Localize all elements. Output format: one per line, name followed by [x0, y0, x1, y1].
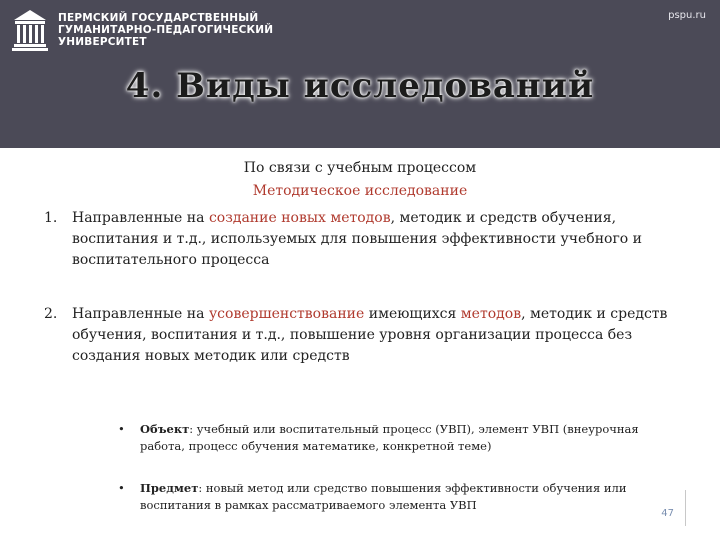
- site-link[interactable]: pspu.ru: [668, 10, 706, 21]
- university-name-line: УНИВЕРСИТЕТ: [58, 36, 147, 48]
- page-divider: [685, 490, 686, 526]
- bullet-item: [118, 421, 678, 455]
- item-highlight: методов: [460, 306, 522, 322]
- item-rest: , методик и средств обучения, воспитания и т.д., повышение уровня организации процесса без создания новых методик или средств: [72, 306, 668, 364]
- page-number: 47: [661, 508, 674, 519]
- bullet-item: [118, 480, 678, 514]
- university-name: [58, 12, 273, 48]
- bullet-body: : новый метод или средство повышения эффективности обучения или воспитания в рамках рассматриваемого элемента УВП: [140, 481, 627, 512]
- bullet-body: : учебный или воспитательный процесс (УВП), элемент УВП (внеурочная работа, процесс обучения математике, конкретной теме): [140, 422, 639, 453]
- bullet-label: Предмет: [140, 481, 199, 495]
- university-name-line: ПЕРМСКИЙ ГОСУДАРСТВЕННЫЙ: [58, 12, 259, 24]
- item-prefix: Направленные на: [72, 306, 209, 322]
- item-text: [72, 208, 684, 271]
- university-building-icon: [10, 8, 50, 54]
- list-item: [44, 304, 684, 367]
- item-rest: , методик и средств обучения, воспитания и т.д., используемых для повышения эффективности учебного и воспитательного процесса: [72, 210, 642, 268]
- list-item: [44, 208, 684, 271]
- category-heading: Методическое исследование: [252, 183, 468, 199]
- item-middle: имеющихся: [364, 306, 461, 322]
- item-prefix: Направленные на: [72, 210, 209, 226]
- bullet-text: [140, 480, 678, 514]
- item-text: [72, 304, 684, 367]
- header-bar: [0, 0, 720, 148]
- bullet-marker: •: [118, 481, 125, 495]
- slide-title: 4. Виды исследований: [125, 66, 595, 106]
- item-number: 1.: [44, 210, 58, 226]
- item-number: 2.: [44, 306, 58, 322]
- bullet-marker: •: [118, 422, 125, 436]
- slide-subtitle: По связи с учебным процессом: [243, 160, 477, 176]
- item-highlight: усовершенствование: [208, 306, 365, 322]
- item-highlight: создание новых методов: [208, 210, 391, 226]
- university-name-line: ГУМАНИТАРНО-ПЕДАГОГИЧЕСКИЙ: [58, 24, 274, 36]
- bullet-label: Объект: [140, 422, 190, 436]
- bullet-text: [140, 421, 678, 455]
